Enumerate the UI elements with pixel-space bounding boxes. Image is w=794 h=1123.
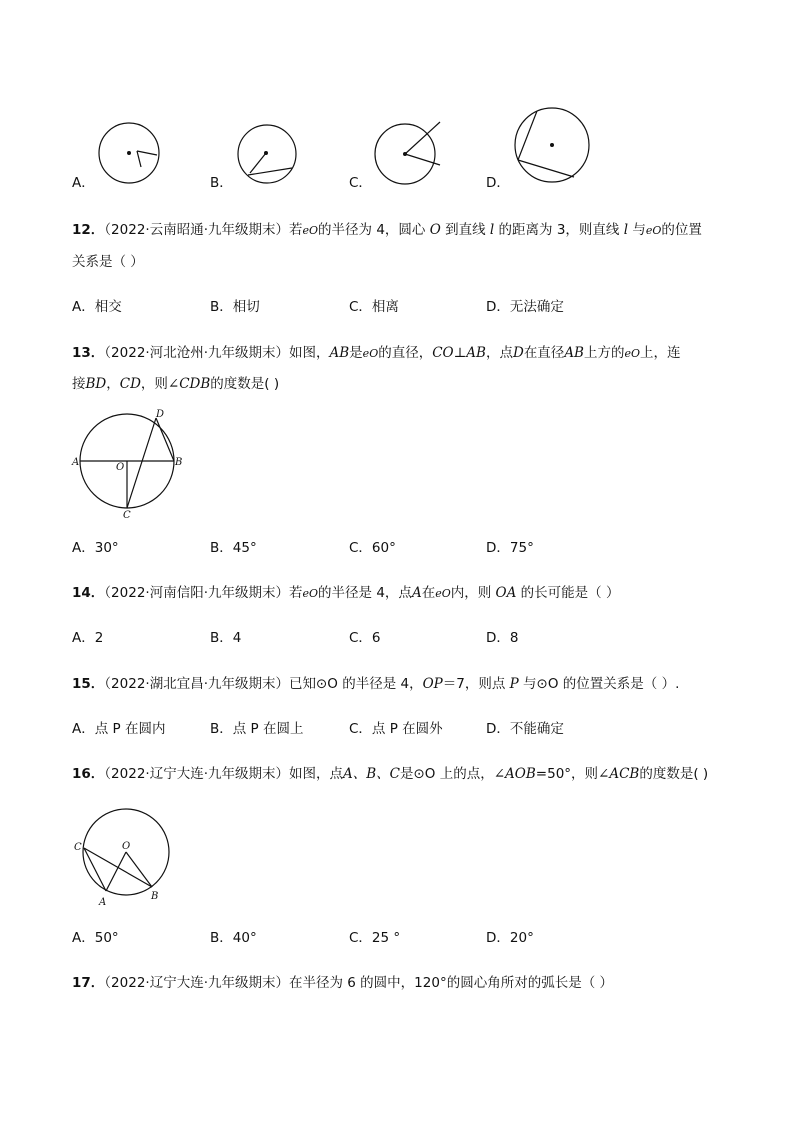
q13-option-b[interactable]: B．45° [210, 540, 257, 556]
q16-option-b[interactable]: B．40° [210, 930, 257, 946]
q16-line: 16．（2022·辽宁大连·九年级期末）如图，点A、B、C是⊙O 上的点，∠AOB=50°，则∠ACB的度数是( ) [72, 766, 709, 782]
q16-option-a[interactable]: A．50° [72, 930, 119, 946]
q16-label-c: C [74, 842, 82, 853]
q13-label-a: A [72, 457, 80, 468]
q12-option-a[interactable]: A．相交 [72, 299, 122, 315]
q13-option-d[interactable]: D．75° [486, 540, 534, 556]
q13-label-o: O [116, 462, 125, 473]
q16-option-d[interactable]: D．20° [486, 930, 534, 946]
q13-line-2: 接BD，CD，则∠CDB的度数是( ) [72, 376, 280, 392]
q17-line: 17．（2022·辽宁大连·九年级期末）在半径为 6 的圆中，120°的圆心角所对的弧长是（ ） [72, 975, 613, 991]
q15-option-b[interactable]: B．点 P 在圆上 [210, 721, 304, 737]
q14-option-a[interactable]: A．2 [72, 630, 104, 646]
q11-figure-b [235, 120, 305, 190]
q15-option-d[interactable]: D．不能确定 [486, 721, 564, 737]
q16-option-c[interactable]: C．25 ° [349, 930, 401, 946]
q13-line-1: 13．（2022·河北沧州·九年级期末）如图，AB是eO的直径，CO⊥AB，点D在直径AB上方的eO上，连 [72, 345, 681, 361]
q11-figure-a [96, 120, 166, 190]
q11-option-d[interactable]: D． [486, 175, 510, 191]
q14-option-d[interactable]: D．8 [486, 630, 519, 646]
q11-option-c[interactable]: C． [349, 175, 372, 191]
q16-label-o: O [122, 841, 131, 852]
q15-option-c[interactable]: C．点 P 在圆外 [349, 721, 443, 737]
q13-label-b: B [175, 457, 183, 468]
q14-option-b[interactable]: B．4 [210, 630, 242, 646]
q14-line: 14．（2022·河南信阳·九年级期末）若eO的半径是 4，点A在eO内，则 OA 的长可能是（ ） [72, 585, 620, 601]
q12-line-2: 关系是（ ） [72, 254, 144, 270]
q12-source: （2022·云南昭通·九年级期末） [104, 222, 289, 238]
q12-option-c[interactable]: C．相离 [349, 299, 399, 315]
q12-number: 12． [72, 222, 105, 238]
q13-figure [70, 408, 190, 520]
q15-line: 15．（2022·湖北宜昌·九年级期末）已知⊙O 的半径是 4，OP＝7，则点 P 与⊙O 的位置关系是（ ）. [72, 676, 680, 692]
q16-label-a: A [99, 897, 107, 908]
q16-figure [70, 808, 180, 908]
q14-option-c[interactable]: C．6 [349, 630, 381, 646]
q11-option-a[interactable]: A． [72, 175, 95, 191]
q11-figure-d [510, 106, 594, 190]
q13-label-d: D [156, 409, 165, 420]
q16-label-b: B [151, 891, 159, 902]
q13-option-c[interactable]: C．60° [349, 540, 396, 556]
q13-option-a[interactable]: A．30° [72, 540, 119, 556]
q12-option-b[interactable]: B．相切 [210, 299, 260, 315]
q11-figure-c [372, 118, 452, 190]
q12-option-d[interactable]: D．无法确定 [486, 299, 564, 315]
q15-option-a[interactable]: A．点 P 在圆内 [72, 721, 166, 737]
q12-line-1: 12．（2022·云南昭通·九年级期末）若eO的半径为 4，圆心 O 到直线 l 的距离为 3，则直线 l 与eO的位置 [72, 222, 702, 238]
q11-option-b[interactable]: B． [210, 175, 233, 191]
q13-label-c: C [123, 510, 131, 521]
